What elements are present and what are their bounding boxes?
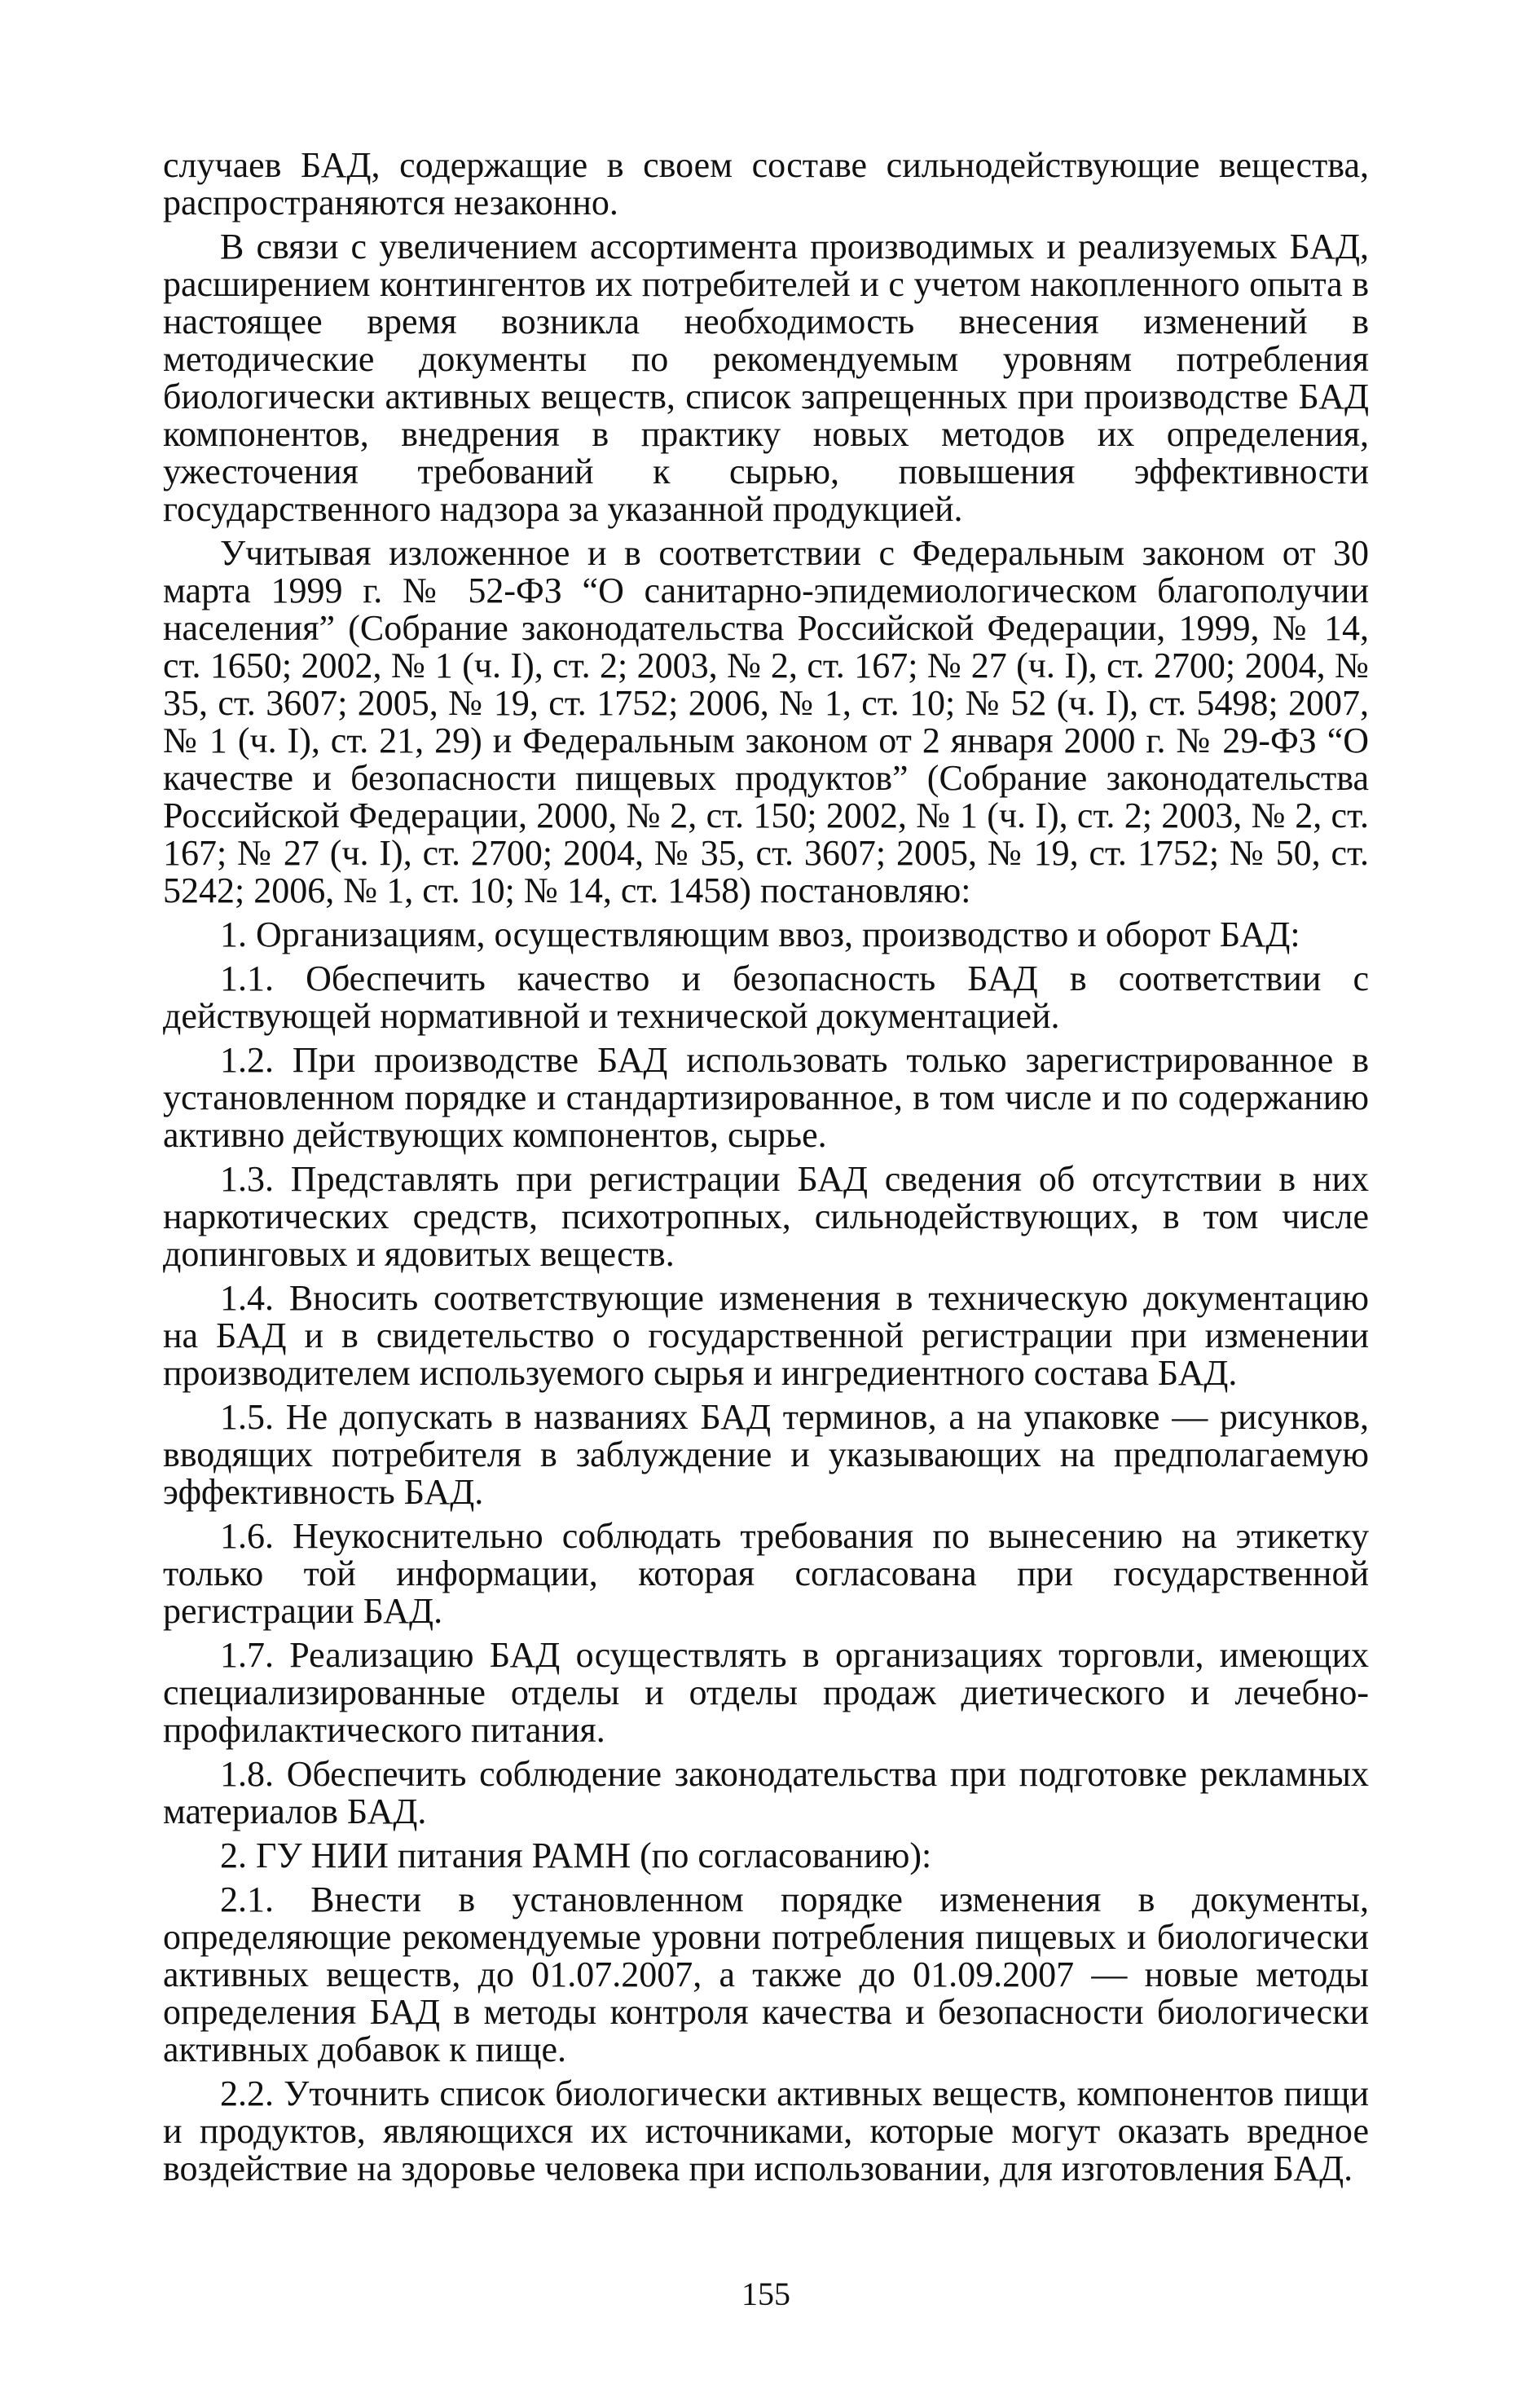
clause-1-7: 1.7. Реализацию БАД осуществлять в организациях торговли, имеющих специализированные отделы и отделы продаж диетического и лечебно-профилактического питания. [163,1635,1369,1750]
clause-2-2: 2.2. Уточнить список биологически активных веществ, компонентов пищи и продуктов, являющихся их источниками, которые могут оказать вредное воздействие на здоровье человека при использовании, для изготовления БАД. [163,2073,1369,2188]
clause-1-5: 1.5. Не допускать в названиях БАД терминов, а на упаковке — рисунков, вводящих потребителя в заблуждение и указывающих на предполагаемую эффективность БАД. [163,1397,1369,1512]
clause-1-2: 1.2. При производстве БАД использовать только зарегистрированное в установленном порядке и стандартизированное, в том числе и по содержанию активно действующих компонентов, сырье. [163,1040,1369,1155]
paragraph-background: В связи с увеличением ассортимента производимых и реализуемых БАД, расширением контингентов их потребителей и с учетом накопленного опыта в настоящее время возникла необходимость внесения изменений в методические документы по рекомендуемым уровням потребления биологически активных веществ, список запрещенных при производстве БАД компонентов, внедрения в практику новых методов их определения, ужесточения требований к сырью, повышения эффективности государственного надзора за указанной продукцией. [163,227,1369,529]
clause-2-1: 2.1. Внести в установленном порядке изменения в документы, определяющие рекомендуемые уровни потребления пищевых и биологически активных веществ, до 01.07.2007, а также до 01.09.2007 — новые методы определения БАД в методы контроля качества и безопасности биологически активных добавок к пище. [163,1879,1369,2069]
paragraph-legal-basis: Учитывая изложенное и в соответствии с Федеральным законом от 30 марта 1999 г. № 52-ФЗ “О санитарно-эпидемиологическом благополучии населения” (Собрание законодательства Российской Федерации, 1999, № 14, ст. 1650; 2002, № 1 (ч. I), ст. 2; 2003, № 2, ст. 167; № 27 (ч. I), ст. 2700; 2004, № 35, ст. 3607; 2005, № 19, ст. 1752; 2006, № 1, ст. 10; № 52 (ч. I), ст. 5498; 2007, № 1 (ч. I), ст. 21, 29) и Федеральным законом от 2 января 2000 г. № 29-ФЗ “О качестве и безопасности пищевых продуктов” (Собрание законодательства Российской Федерации, 2000, № 2, ст. 150; 2002, № 1 (ч. I), ст. 2; 2003, № 2, ст. 167; № 27 (ч. I), ст. 2700; 2004, № 35, ст. 3607; 2005, № 19, ст. 1752; № 50, ст. 5242; 2006, № 1, ст. 10; № 14, ст. 1458) постановляю: [163,533,1369,910]
clause-1-3: 1.3. Представлять при регистрации БАД сведения об отсутствии в них наркотических средств, психотропных, сильнодействующих, в том числе допинговых и ядовитых веществ. [163,1159,1369,1274]
paragraph-continuation: случаев БАД, содержащие в своем составе сильнодействующие вещества, распространяются незаконно. [163,145,1369,223]
clause-1-8: 1.8. Обеспечить соблюдение законодательства при подготовке рекламных материалов БАД. [163,1754,1369,1831]
clause-1: 1. Организациям, осуществляющим ввоз, производство и оборот БАД: [220,914,1300,954]
clause-1-4: 1.4. Вносить соответствующие изменения в техническую документацию на БАД и в свидетельство о государственной регистрации при изменении производителем используемого сырья и ингредиентного состава БАД. [163,1278,1369,1393]
document-page [163,147,1369,2347]
page-number: 155 [741,2276,790,2312]
clause-2: 2. ГУ НИИ питания РАМН (по согласованию): [220,1835,932,1875]
clause-1-1: 1.1. Обеспечить качество и безопасность БАД в соответствии с действующей нормативной и технической документацией. [163,958,1369,1036]
clause-1-6: 1.6. Неукоснительно соблюдать требования по вынесению на этикетку только той информации, которая согласована при государственной регистрации БАД. [163,1516,1369,1631]
